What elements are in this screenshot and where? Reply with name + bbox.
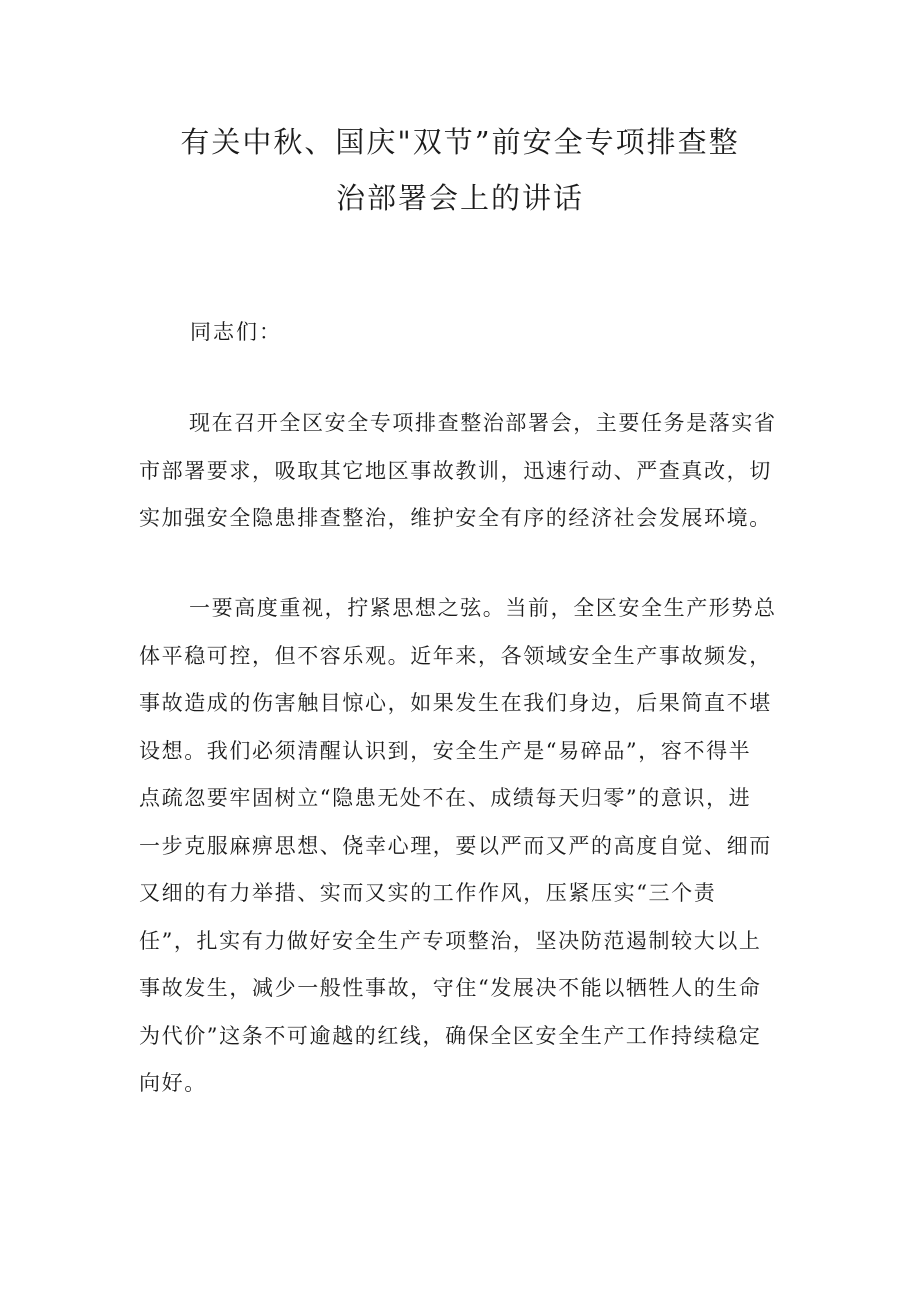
paragraph-intro (139, 400, 789, 543)
paragraph-line: 体平稳可控，但不容乐观。近年来，各领域安全生产事故频发， (139, 643, 772, 668)
paragraph-line: 设想。我们必须清醒认识到，安全生产是“易碎品”，容不得半 (139, 738, 752, 763)
paragraph-line: 向好。 (139, 1071, 207, 1095)
document-title-line-2: 治部署会上的讲话 (335, 181, 584, 215)
document-title-line-1: 有关中秋、国庆"双节”前安全专项排查整 (180, 125, 740, 159)
paragraph-line: 点疏忽要牢固树立“隐患无处不在、成绩每天归零”的意识，进 (139, 786, 752, 810)
paragraph-line: 实加强安全隐患排查整治，维护安全有序的经济社会发展环境。 (139, 506, 772, 530)
paragraph-line: 市部署要求，吸取其它地区事故教训，迅速行动、严查真改，切 (139, 458, 772, 483)
paragraph-line: 为代价”这条不可逾越的红线，确保全区安全生产工作持续稳定 (139, 1023, 762, 1048)
paragraph-line: 又细的有力举措、实而又实的工作作风，压紧压实“三个责 (139, 881, 717, 905)
paragraph-point-one (139, 585, 789, 1108)
paragraph-line: 现在召开全区安全专项排查整治部署会，主要任务是落实省 (189, 411, 777, 435)
paragraph-line: 任”，扎实有力做好安全生产专项整治，坚决防范遏制较大以上 (139, 928, 762, 953)
paragraph-line: 一步克服麻痹思想、侥幸心理，要以严而又严的高度自觉、细而 (139, 833, 772, 858)
paragraph-line: 事故造成的伤害触目惊心，如果发生在我们身边，后果简直不堪 (139, 691, 772, 715)
paragraph-line: 事故发生，减少一般性事故，守住“发展决不能以牺牲人的生命 (139, 976, 762, 1000)
paragraph-line: 一要高度重视，拧紧思想之弦。当前，全区安全生产形势总 (189, 596, 777, 620)
salutation: 同志们： (190, 320, 282, 344)
